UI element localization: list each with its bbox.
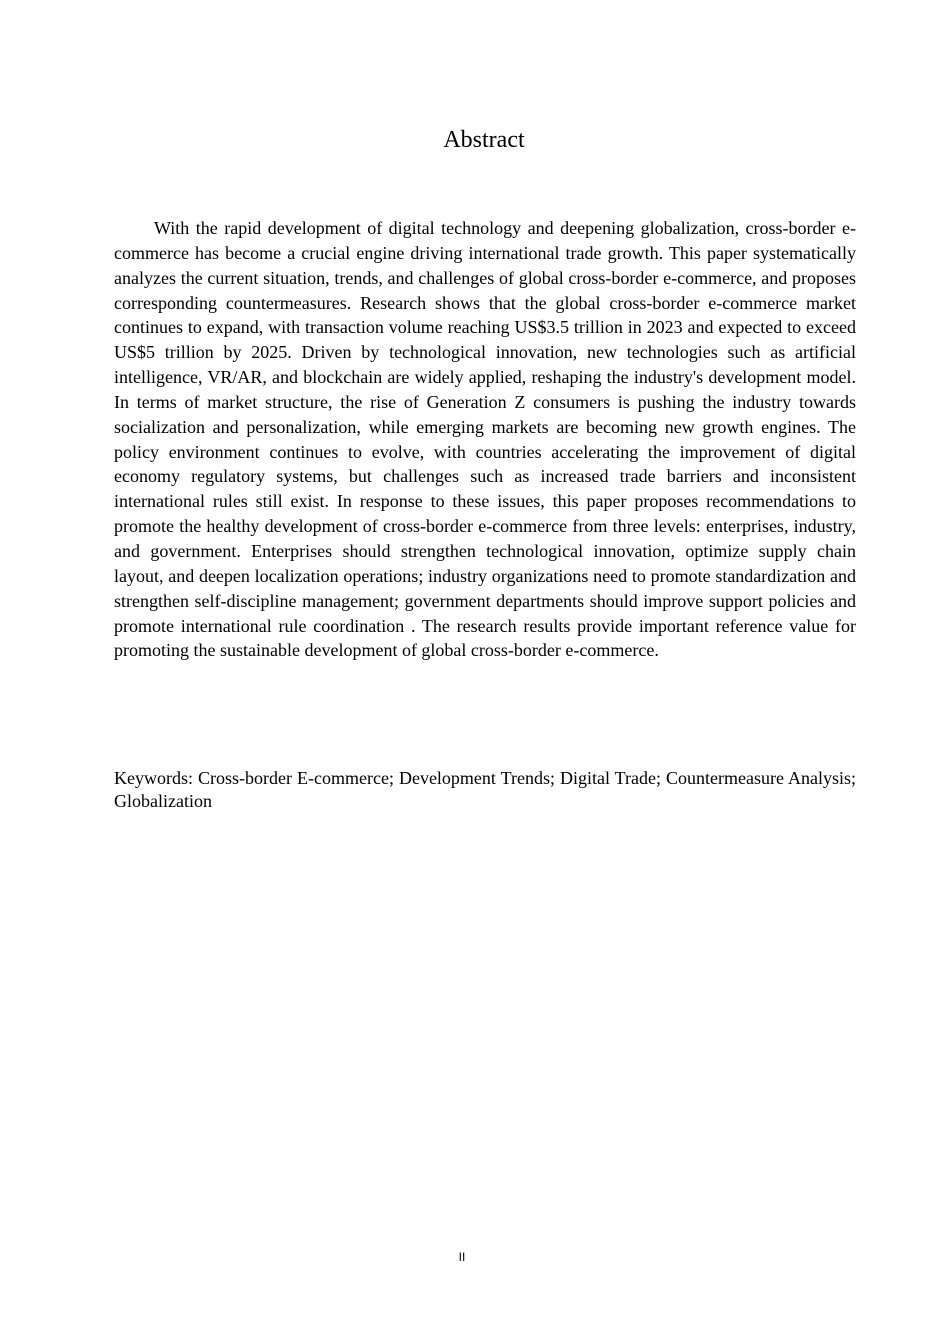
page-number: II [458, 1250, 466, 1264]
abstract-title: Abstract [443, 127, 525, 153]
keywords-line: Keywords: Cross-border E-commerce; Development Trends; Digital Trade; Countermeasure Analysis; Globalization [114, 768, 856, 811]
abstract-body: With the rapid development of digital technology and deepening globalization, cross-border e-commerce has become a crucial engine driving international trade growth. This paper systematically analyzes the current situation, trends, and challenges of global cross-border e-commerce, and proposes corresponding countermeasures. Research shows that the global cross-border e-commerce market continues to expand, with transaction volume reaching US$3.5 trillion in 2023 and expected to exceed US$5 trillion by 2025. Driven by technological innovation, new technologies such as artificial intelligence, VR/AR, and blockchain are widely applied, reshaping the industry's development model. In terms of market structure, the rise of Generation Z consumers is pushing the industry towards socialization and personalization, while emerging markets are becoming new growth engines. The policy environment continues to evolve, with countries accelerating the improvement of digital economy regulatory systems, but challenges such as increased trade barriers and inconsistent international rules still exist. In response to these issues, this paper proposes recommendations to promote the healthy development of cross-border e-commerce from three levels: enterprises, industry, and government. Enterprises should strengthen technological innovation, optimize supply chain layout, and deepen localization operations; industry organizations need to promote standardization and strengthen self-discipline management; government departments should improve support policies and promote international rule coordination . The research results provide important reference value for promoting the sustainable development of global cross-border e-commerce. [114, 218, 856, 661]
